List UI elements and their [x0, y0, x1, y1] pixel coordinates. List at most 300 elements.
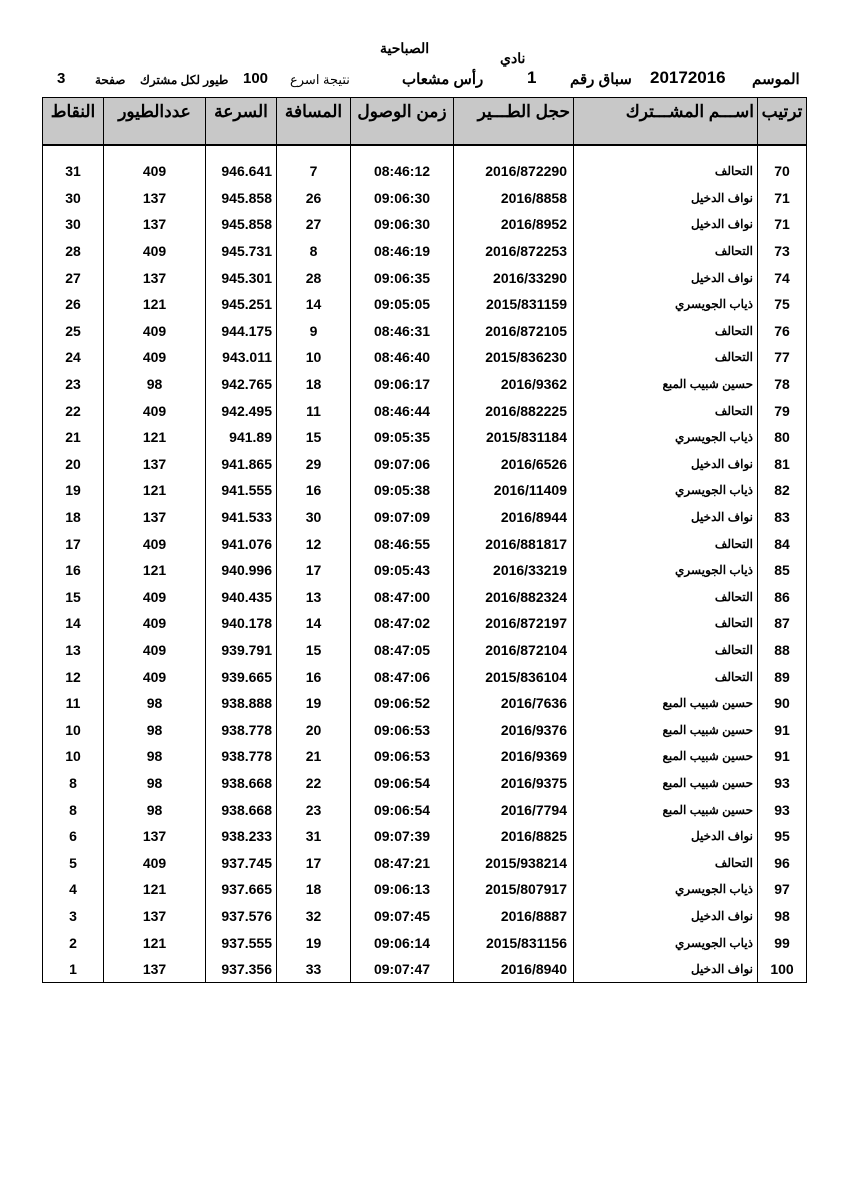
cell-name: ذياب الجويسري: [574, 557, 758, 584]
cell-rank: 83: [758, 504, 807, 531]
cell-name: حسين شبيب المبع: [574, 716, 758, 743]
cell-points: 31: [43, 158, 104, 185]
cell-distance: 19: [277, 929, 351, 956]
cell-ring: 2016/8952: [454, 211, 574, 238]
cell-rank: 86: [758, 584, 807, 611]
cell-name: التحالف: [574, 637, 758, 664]
cell-name: حسين شبيب المبع: [574, 743, 758, 770]
table-row: [43, 264, 807, 291]
cell-points: 17: [43, 530, 104, 557]
cell-name: التحالف: [574, 610, 758, 637]
cell-speed: 937.665: [206, 876, 277, 903]
cell-points: 21: [43, 424, 104, 451]
table-row: [43, 637, 807, 664]
cell-time: 08:47:21: [351, 849, 454, 876]
cell-speed: 941.533: [206, 504, 277, 531]
cell-name: حسين شبيب المبع: [574, 770, 758, 797]
cell-speed: 937.576: [206, 903, 277, 930]
cell-ring: 2016/33219: [454, 557, 574, 584]
table-row: [43, 557, 807, 584]
cell-rank: 76: [758, 318, 807, 345]
cell-birds: 98: [104, 796, 206, 823]
cell-birds: 137: [104, 504, 206, 531]
col-points: النقاط: [43, 98, 104, 146]
cell-ring: 2016/881817: [454, 530, 574, 557]
season-label: الموسم: [752, 71, 800, 88]
cell-points: 10: [43, 716, 104, 743]
cell-distance: 21: [277, 743, 351, 770]
cell-points: 11: [43, 690, 104, 717]
table-row: [43, 663, 807, 690]
cell-speed: 937.745: [206, 849, 277, 876]
cell-birds: 137: [104, 823, 206, 850]
table-row: [43, 956, 807, 983]
cell-points: 28: [43, 238, 104, 265]
cell-distance: 19: [277, 690, 351, 717]
cell-birds: 98: [104, 743, 206, 770]
cell-rank: 91: [758, 716, 807, 743]
table-row: [43, 584, 807, 611]
cell-rank: 81: [758, 451, 807, 478]
cell-time: 08:46:31: [351, 318, 454, 345]
table-row: [43, 504, 807, 531]
cell-time: 09:06:13: [351, 876, 454, 903]
cell-time: 09:05:05: [351, 291, 454, 318]
cell-distance: 14: [277, 610, 351, 637]
cell-speed: 943.011: [206, 344, 277, 371]
cell-speed: 942.765: [206, 371, 277, 398]
cell-points: 8: [43, 796, 104, 823]
cell-time: 09:07:09: [351, 504, 454, 531]
cell-name: التحالف: [574, 344, 758, 371]
cell-birds: 121: [104, 477, 206, 504]
cell-name: التحالف: [574, 530, 758, 557]
cell-name: حسين شبيب المبع: [574, 796, 758, 823]
cell-points: 10: [43, 743, 104, 770]
cell-name: نواف الدخيل: [574, 823, 758, 850]
cell-rank: 75: [758, 291, 807, 318]
cell-time: 09:06:53: [351, 716, 454, 743]
cell-ring: 2015/836104: [454, 663, 574, 690]
cell-name: التحالف: [574, 158, 758, 185]
cell-rank: 89: [758, 663, 807, 690]
cell-distance: 8: [277, 238, 351, 265]
cell-points: 14: [43, 610, 104, 637]
cell-rank: 88: [758, 637, 807, 664]
cell-speed: 942.495: [206, 397, 277, 424]
cell-time: 09:06:54: [351, 796, 454, 823]
cell-speed: 944.175: [206, 318, 277, 345]
cell-birds: 121: [104, 929, 206, 956]
table-header-row: [43, 98, 807, 146]
page-label: صفحة: [95, 73, 126, 87]
cell-rank: 93: [758, 796, 807, 823]
result-count: 100: [243, 70, 269, 87]
cell-ring: 2016/33290: [454, 264, 574, 291]
cell-time: 09:06:30: [351, 185, 454, 212]
cell-name: ذياب الجويسري: [574, 424, 758, 451]
cell-ring: 2016/9369: [454, 743, 574, 770]
cell-birds: 409: [104, 610, 206, 637]
cell-ring: 2016/7794: [454, 796, 574, 823]
cell-time: 08:46:12: [351, 158, 454, 185]
cell-time: 09:07:47: [351, 956, 454, 983]
cell-points: 19: [43, 477, 104, 504]
cell-distance: 16: [277, 477, 351, 504]
cell-distance: 26: [277, 185, 351, 212]
cell-speed: 937.356: [206, 956, 277, 983]
col-time: زمن الوصول: [351, 98, 454, 146]
cell-rank: 84: [758, 530, 807, 557]
cell-points: 16: [43, 557, 104, 584]
cell-birds: 137: [104, 903, 206, 930]
cell-name: نواف الدخيل: [574, 264, 758, 291]
cell-birds: 409: [104, 318, 206, 345]
cell-distance: 32: [277, 903, 351, 930]
cell-birds: 409: [104, 637, 206, 664]
cell-name: التحالف: [574, 584, 758, 611]
table-row: [43, 903, 807, 930]
cell-speed: 945.731: [206, 238, 277, 265]
cell-ring: 2016/8940: [454, 956, 574, 983]
table-row: [43, 344, 807, 371]
cell-ring: 2016/9362: [454, 371, 574, 398]
cell-ring: 2015/831156: [454, 929, 574, 956]
cell-distance: 18: [277, 371, 351, 398]
cell-time: 08:47:02: [351, 610, 454, 637]
cell-time: 09:06:54: [351, 770, 454, 797]
cell-ring: 2015/831159: [454, 291, 574, 318]
cell-ring: 2016/8944: [454, 504, 574, 531]
cell-distance: 22: [277, 770, 351, 797]
table-row: [43, 796, 807, 823]
cell-ring: 2016/8858: [454, 185, 574, 212]
cell-speed: 938.888: [206, 690, 277, 717]
cell-distance: 30: [277, 504, 351, 531]
cell-distance: 18: [277, 876, 351, 903]
cell-points: 27: [43, 264, 104, 291]
cell-name: نواف الدخيل: [574, 211, 758, 238]
cell-speed: 945.301: [206, 264, 277, 291]
cell-birds: 409: [104, 158, 206, 185]
cell-distance: 11: [277, 397, 351, 424]
table-row: [43, 185, 807, 212]
cell-points: 20: [43, 451, 104, 478]
cell-speed: 940.996: [206, 557, 277, 584]
cell-distance: 15: [277, 424, 351, 451]
cell-time: 09:07:06: [351, 451, 454, 478]
cell-rank: 100: [758, 956, 807, 983]
season-value: 20172016: [650, 68, 726, 87]
col-distance: المسافة: [277, 98, 351, 146]
cell-birds: 409: [104, 663, 206, 690]
cell-ring: 2016/7636: [454, 690, 574, 717]
table-row: [43, 397, 807, 424]
table-row: [43, 743, 807, 770]
table-row: [43, 849, 807, 876]
cell-time: 08:46:44: [351, 397, 454, 424]
cell-rank: 98: [758, 903, 807, 930]
cell-rank: 93: [758, 770, 807, 797]
cell-points: 12: [43, 663, 104, 690]
cell-ring: 2015/807917: [454, 876, 574, 903]
cell-speed: 937.555: [206, 929, 277, 956]
cell-time: 09:06:30: [351, 211, 454, 238]
cell-points: 1: [43, 956, 104, 983]
table-row: [43, 770, 807, 797]
cell-time: 08:46:55: [351, 530, 454, 557]
table-row: [43, 318, 807, 345]
cell-ring: 2015/836230: [454, 344, 574, 371]
spacer-row: [43, 145, 807, 158]
cell-rank: 82: [758, 477, 807, 504]
cell-name: التحالف: [574, 318, 758, 345]
cell-time: 09:06:17: [351, 371, 454, 398]
cell-rank: 70: [758, 158, 807, 185]
cell-ring: 2016/9376: [454, 716, 574, 743]
cell-name: حسين شبيب المبع: [574, 690, 758, 717]
cell-distance: 16: [277, 663, 351, 690]
table-row: [43, 477, 807, 504]
cell-birds: 121: [104, 557, 206, 584]
cell-rank: 80: [758, 424, 807, 451]
cell-time: 09:07:45: [351, 903, 454, 930]
cell-birds: 409: [104, 397, 206, 424]
cell-speed: 941.555: [206, 477, 277, 504]
col-rank: ترتيب: [758, 98, 807, 146]
table-row: [43, 690, 807, 717]
cell-ring: 2016/882324: [454, 584, 574, 611]
cell-speed: 938.778: [206, 743, 277, 770]
results-table: [42, 97, 807, 983]
cell-points: 24: [43, 344, 104, 371]
cell-time: 09:05:35: [351, 424, 454, 451]
cell-speed: 940.178: [206, 610, 277, 637]
cell-points: 18: [43, 504, 104, 531]
cell-time: 09:06:52: [351, 690, 454, 717]
cell-name: نواف الدخيل: [574, 956, 758, 983]
table-row: [43, 211, 807, 238]
cell-distance: 12: [277, 530, 351, 557]
cell-rank: 85: [758, 557, 807, 584]
cell-distance: 31: [277, 823, 351, 850]
cell-birds: 137: [104, 956, 206, 983]
page-number: 3: [57, 70, 66, 87]
cell-rank: 97: [758, 876, 807, 903]
cell-name: ذياب الجويسري: [574, 291, 758, 318]
cell-birds: 98: [104, 371, 206, 398]
cell-birds: 409: [104, 530, 206, 557]
cell-rank: 71: [758, 211, 807, 238]
cell-ring: 2015/938214: [454, 849, 574, 876]
race-number: 1: [527, 68, 537, 87]
cell-name: ذياب الجويسري: [574, 876, 758, 903]
cell-points: 4: [43, 876, 104, 903]
cell-points: 2: [43, 929, 104, 956]
cell-ring: 2015/831184: [454, 424, 574, 451]
cell-rank: 87: [758, 610, 807, 637]
cell-birds: 137: [104, 211, 206, 238]
cell-time: 09:05:38: [351, 477, 454, 504]
cell-distance: 17: [277, 557, 351, 584]
cell-distance: 17: [277, 849, 351, 876]
cell-points: 6: [43, 823, 104, 850]
cell-speed: 945.858: [206, 185, 277, 212]
cell-name: التحالف: [574, 238, 758, 265]
cell-birds: 409: [104, 584, 206, 611]
cell-speed: 938.778: [206, 716, 277, 743]
cell-speed: 941.865: [206, 451, 277, 478]
cell-time: 09:06:35: [351, 264, 454, 291]
cell-speed: 939.791: [206, 637, 277, 664]
table-row: [43, 823, 807, 850]
cell-points: 26: [43, 291, 104, 318]
cell-time: 08:47:00: [351, 584, 454, 611]
result-label: نتيجة اسرع: [290, 72, 350, 87]
cell-time: 08:47:05: [351, 637, 454, 664]
cell-time: 09:05:43: [351, 557, 454, 584]
cell-ring: 2016/872290: [454, 158, 574, 185]
cell-speed: 938.233: [206, 823, 277, 850]
col-birds: عددالطيور: [104, 98, 206, 146]
cell-time: 08:47:06: [351, 663, 454, 690]
cell-speed: 941.89: [206, 424, 277, 451]
table-row: [43, 929, 807, 956]
cell-name: ذياب الجويسري: [574, 929, 758, 956]
col-ring: حجل الطـــير: [454, 98, 574, 146]
cell-name: ذياب الجويسري: [574, 477, 758, 504]
cell-rank: 74: [758, 264, 807, 291]
cell-birds: 137: [104, 451, 206, 478]
col-speed: السرعة: [206, 98, 277, 146]
cell-ring: 2016/9375: [454, 770, 574, 797]
cell-birds: 137: [104, 264, 206, 291]
cell-points: 30: [43, 211, 104, 238]
table-row: [43, 424, 807, 451]
cell-birds: 98: [104, 716, 206, 743]
cell-name: التحالف: [574, 663, 758, 690]
cell-name: نواف الدخيل: [574, 185, 758, 212]
cell-rank: 71: [758, 185, 807, 212]
cell-points: 3: [43, 903, 104, 930]
table-row: [43, 610, 807, 637]
table-row: [43, 371, 807, 398]
cell-birds: 121: [104, 424, 206, 451]
cell-rank: 77: [758, 344, 807, 371]
cell-ring: 2016/8825: [454, 823, 574, 850]
cell-rank: 78: [758, 371, 807, 398]
cell-distance: 28: [277, 264, 351, 291]
cell-name: حسين شبيب المبع: [574, 371, 758, 398]
table-row: [43, 716, 807, 743]
cell-birds: 409: [104, 344, 206, 371]
cell-birds: 137: [104, 185, 206, 212]
cell-ring: 2016/872104: [454, 637, 574, 664]
cell-name: نواف الدخيل: [574, 504, 758, 531]
cell-speed: 939.665: [206, 663, 277, 690]
cell-points: 15: [43, 584, 104, 611]
cell-ring: 2016/6526: [454, 451, 574, 478]
cell-distance: 7: [277, 158, 351, 185]
cell-distance: 33: [277, 956, 351, 983]
cell-rank: 90: [758, 690, 807, 717]
cell-distance: 27: [277, 211, 351, 238]
cell-birds: 98: [104, 770, 206, 797]
birds-per-member-label: طيور لكل مشترك: [140, 73, 229, 87]
cell-birds: 409: [104, 849, 206, 876]
table-row: [43, 451, 807, 478]
cell-rank: 79: [758, 397, 807, 424]
table-row: [43, 876, 807, 903]
cell-speed: 938.668: [206, 796, 277, 823]
table-row: [43, 291, 807, 318]
cell-points: 13: [43, 637, 104, 664]
cell-time: 08:46:40: [351, 344, 454, 371]
cell-speed: 938.668: [206, 770, 277, 797]
cell-birds: 121: [104, 876, 206, 903]
cell-rank: 73: [758, 238, 807, 265]
cell-points: 23: [43, 371, 104, 398]
cell-distance: 15: [277, 637, 351, 664]
cell-ring: 2016/11409: [454, 477, 574, 504]
cell-distance: 29: [277, 451, 351, 478]
cell-points: 8: [43, 770, 104, 797]
cell-name: التحالف: [574, 397, 758, 424]
cell-distance: 20: [277, 716, 351, 743]
cell-name: نواف الدخيل: [574, 451, 758, 478]
cell-birds: 121: [104, 291, 206, 318]
cell-speed: 945.858: [206, 211, 277, 238]
table-row: [43, 158, 807, 185]
club-name: الصباحية: [380, 40, 430, 56]
cell-points: 30: [43, 185, 104, 212]
cell-distance: 9: [277, 318, 351, 345]
cell-name: التحالف: [574, 849, 758, 876]
table-row: [43, 530, 807, 557]
cell-rank: 99: [758, 929, 807, 956]
cell-ring: 2016/882225: [454, 397, 574, 424]
cell-speed: 946.641: [206, 158, 277, 185]
cell-ring: 2016/872197: [454, 610, 574, 637]
race-location: رأس مشعاب: [402, 71, 484, 88]
cell-time: 09:06:14: [351, 929, 454, 956]
cell-rank: 96: [758, 849, 807, 876]
cell-ring: 2016/8887: [454, 903, 574, 930]
club-label: نادي: [500, 50, 526, 66]
cell-distance: 10: [277, 344, 351, 371]
cell-speed: 940.435: [206, 584, 277, 611]
cell-time: 09:07:39: [351, 823, 454, 850]
cell-birds: 98: [104, 690, 206, 717]
cell-points: 25: [43, 318, 104, 345]
cell-birds: 409: [104, 238, 206, 265]
cell-points: 5: [43, 849, 104, 876]
cell-rank: 91: [758, 743, 807, 770]
cell-time: 08:46:19: [351, 238, 454, 265]
race-label: سباق رقم: [570, 71, 632, 88]
col-name: اســـم المشـــترك: [574, 98, 758, 146]
cell-name: نواف الدخيل: [574, 903, 758, 930]
table-row: [43, 238, 807, 265]
cell-points: 22: [43, 397, 104, 424]
cell-distance: 13: [277, 584, 351, 611]
cell-ring: 2016/872253: [454, 238, 574, 265]
cell-speed: 945.251: [206, 291, 277, 318]
cell-distance: 23: [277, 796, 351, 823]
cell-ring: 2016/872105: [454, 318, 574, 345]
cell-time: 09:06:53: [351, 743, 454, 770]
cell-distance: 14: [277, 291, 351, 318]
